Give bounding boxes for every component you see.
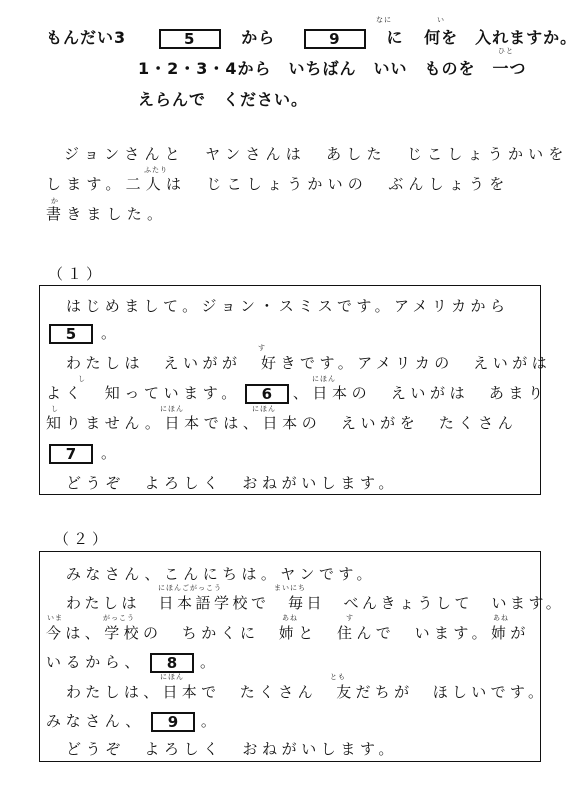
s1-line-4 (46, 382, 548, 404)
question-label: もんだい3 (46, 28, 127, 47)
blank-box-5: 5 (159, 29, 221, 49)
section-2-label: （２） (54, 530, 112, 548)
ruby-nihon: にほん (312, 375, 336, 383)
s1-period: 。 (101, 324, 122, 342)
question-ni: に (386, 28, 404, 47)
ruby-ima: いま (47, 614, 63, 622)
blank-box-6: 6 (245, 384, 289, 404)
blank-box-8: 8 (150, 653, 194, 673)
ruby-su-2: す (346, 614, 354, 622)
ruby-nihon-2: にほん (160, 405, 184, 413)
s1-line-4-pre: よく 知っています。 (46, 384, 241, 402)
ruby-tomo: とも (330, 673, 346, 681)
ruby-su: す (258, 344, 266, 352)
s1-period-2: 。 (101, 444, 122, 462)
s2-line-3: 今は、学校の ちかくに 姉と 住んで います。姉が (46, 624, 530, 642)
section-1-label: （１） (48, 265, 106, 283)
s1-line-3: わたしは えいがが 好きです。アメリカの えいがは (66, 354, 552, 372)
blank-box-7: 7 (49, 444, 93, 464)
s2-line-6 (46, 710, 221, 732)
ruby-ane: あね (282, 614, 298, 622)
ruby-shi: し (78, 375, 86, 383)
ruby-nihon-4: にほん (160, 673, 184, 681)
s2-period: 。 (200, 653, 221, 671)
question-kara: から (241, 28, 276, 47)
ruby-nihon-3: にほん (252, 405, 276, 413)
ruby-gakkou: がっこう (103, 614, 135, 622)
s1-line-7: どうぞ よろしく おねがいします。 (66, 474, 399, 492)
ruby-ane-2: あね (493, 614, 509, 622)
ruby-nihongogakkou: にほんごがっこう (158, 584, 222, 592)
intro-line-2: します。二人は じこしょうかいの ぶんしょうを (46, 175, 510, 193)
intro-line-1: ジョンさんと ヤンさんは あした じこしょうかいを (64, 145, 569, 163)
s1-line-5: 知りません。日本では、日本の えいがを たくさん (46, 414, 518, 432)
s1-line-4-post: 、日本の えいがは あまり (292, 384, 548, 402)
s1-line-1: はじめまして。ジョン・スミスです。アメリカから (66, 297, 510, 315)
question-line-1 (46, 25, 577, 49)
s2-period-2: 。 (200, 712, 222, 730)
intro-line-3: 書きました。 (46, 205, 168, 223)
s1-line-2 (49, 322, 121, 344)
ruby-futari: ふたり (144, 166, 168, 174)
question-line-2: 1・2・3・4から いちばん いい ものを 一つ (138, 59, 527, 78)
ruby-nani: なに (376, 16, 392, 24)
s2-line-5: わたしは、日本で たくさん 友だちが ほしいです。 (66, 683, 548, 701)
ruby-hito: ひと (498, 47, 514, 55)
s2-line-2: わたしは 日本語学校で 毎日 べんきょうして います。 (66, 594, 565, 612)
s2-line-1: みなさん、こんにちは。ヤンです。 (66, 565, 376, 583)
s2-line-6-pre: みなさん、 (46, 712, 145, 730)
ruby-mainichi: まいにち (274, 584, 306, 592)
blank-box-9: 9 (304, 29, 366, 49)
question-line-3: えらんで ください。 (138, 90, 309, 109)
ruby-shi-2: し (51, 405, 59, 413)
s2-line-4-pre: いるから、 (46, 653, 145, 671)
s2-line-4 (46, 651, 220, 673)
blank-box-5: 5 (49, 324, 93, 344)
ruby-i: い (437, 16, 445, 24)
ruby-ka: か (51, 197, 59, 205)
blank-box-9: 9 (151, 712, 195, 732)
s1-line-6 (49, 442, 121, 464)
s2-line-7: どうぞ よろしく おねがいします。 (66, 740, 399, 758)
question-instruction: 何を 入れますか。 (424, 28, 578, 47)
